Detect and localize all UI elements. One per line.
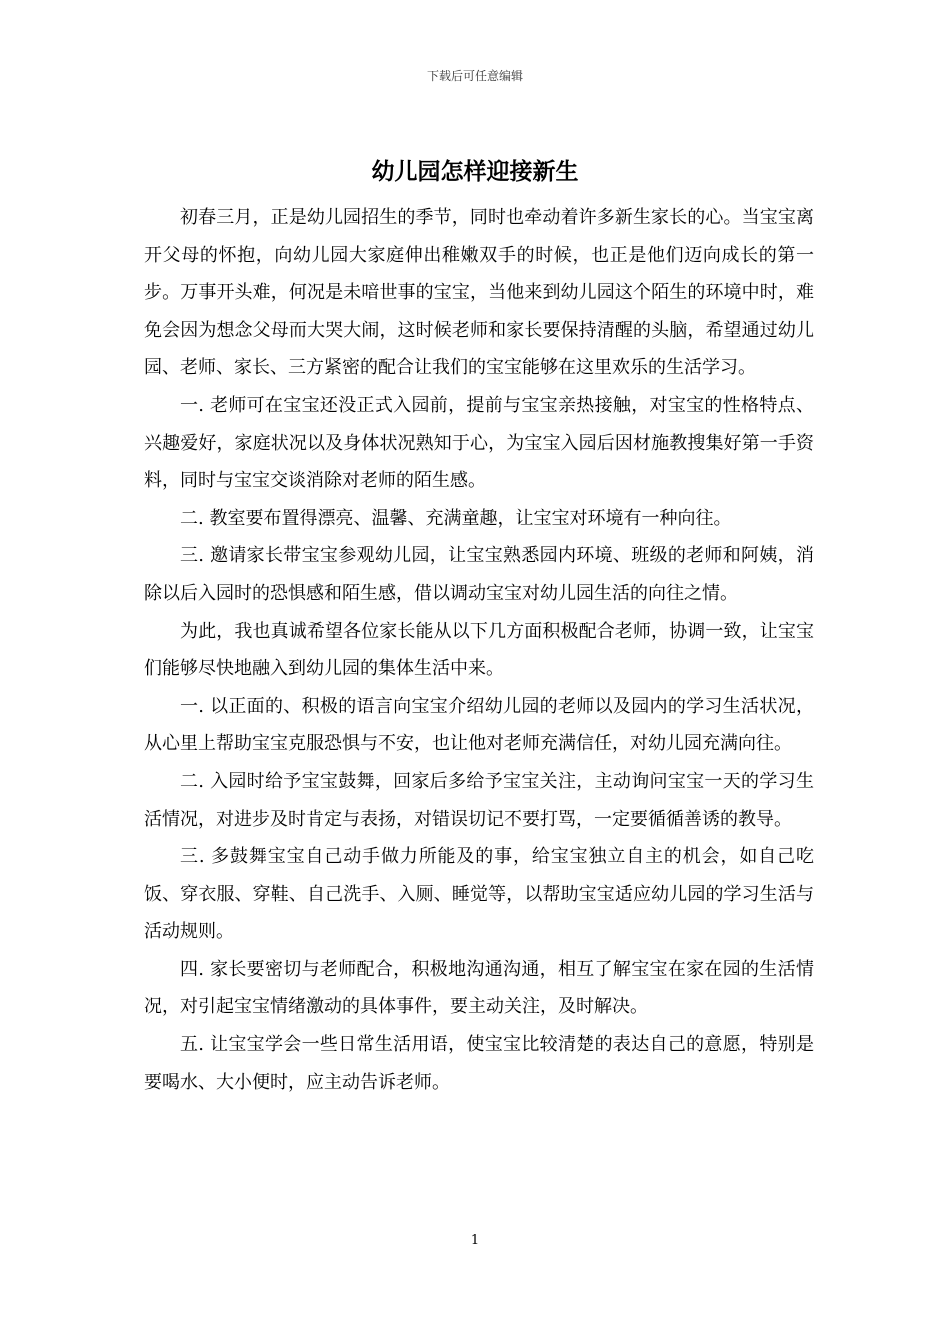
- paragraph-teacher-1: 一. 老师可在宝宝还没正式入园前，提前与宝宝亲热接触，对宝宝的性格特点、兴趣爱好，家庭状况以及身体状况熟知于心，为宝宝入园后因材施教搜集好第一手资料，同时与宝宝交谈消除对老师的陌生感。: [144, 394, 814, 492]
- document-title: 幼儿园怎样迎接新生: [371, 158, 579, 185]
- paragraph-parent-1: 一. 以正面的、积极的语言向宝宝介绍幼儿园的老师以及园内的学习生活状况，从心里上帮助宝宝克服恐惧与不安，也让他对老师充满信任，对幼儿园充满向往。: [144, 695, 814, 755]
- paragraph-parent-5: 五. 让宝宝学会一些日常生活用语，使宝宝比较清楚的表达自己的意愿，特别是要喝水、大小便时，应主动告诉老师。: [144, 1034, 814, 1093]
- paragraph-teacher-2: 二. 教室要布置得漂亮、温馨、充满童趣，让宝宝对环境有一种向往。: [180, 507, 732, 529]
- paragraph-teacher-3: 三. 邀请家长带宝宝参观幼儿园，让宝宝熟悉园内环境、班级的老师和阿姨，消除以后入园时的恐惧感和陌生感，借以调动宝宝对幼儿园生活的向往之情。: [144, 545, 814, 604]
- page-number: 1: [470, 1233, 480, 1248]
- paragraph-parent-intro: 为此，我也真诚希望各位家长能从以下几方面积极配合老师，协调一致，让宝宝们能够尽快地融入到幼儿园的集体生活中来。: [144, 620, 814, 680]
- paragraph-parent-4: 四. 家长要密切与老师配合，积极地沟通沟通，相互了解宝宝在家在园的生活情况，对引起宝宝情绪激动的具体事件，要主动关注，及时解决。: [144, 958, 814, 1018]
- paragraph-intro: 初春三月，正是幼儿园招生的季节，同时也牵动着许多新生家长的心。当宝宝离开父母的怀抱，向幼儿园大家庭伸出稚嫩双手的时候，也正是他们迈向成长的第一步。万事开头难，何况是未喑世事的宝宝，当他来到幼儿园这个陌生的环境中时，难免会因为想念父母而大哭大闹，这时候老师和家长要保持清醒的头脑，希望通过幼儿园、老师、家长、三方紧密的配合让我们的宝宝能够在这里欢乐的生活学习。: [144, 207, 814, 379]
- document-body: [144, 199, 814, 1101]
- paragraph-parent-2: 二. 入园时给予宝宝鼓舞，回家后多给予宝宝关注，主动询问宝宝一天的学习生活情况，对进步及时肯定与表扬，对错误切记不要打骂，一定要循循善诱的教导。: [144, 770, 814, 830]
- header-note: 下载后可任意编辑: [426, 69, 523, 83]
- paragraph-parent-3: 三. 多鼓舞宝宝自己动手做力所能及的事，给宝宝独立自主的机会，如自己吃饭、穿衣服、穿鞋、自己洗手、入厕、睡觉等，以帮助宝宝适应幼儿园的学习生活与活动规则。: [144, 846, 814, 943]
